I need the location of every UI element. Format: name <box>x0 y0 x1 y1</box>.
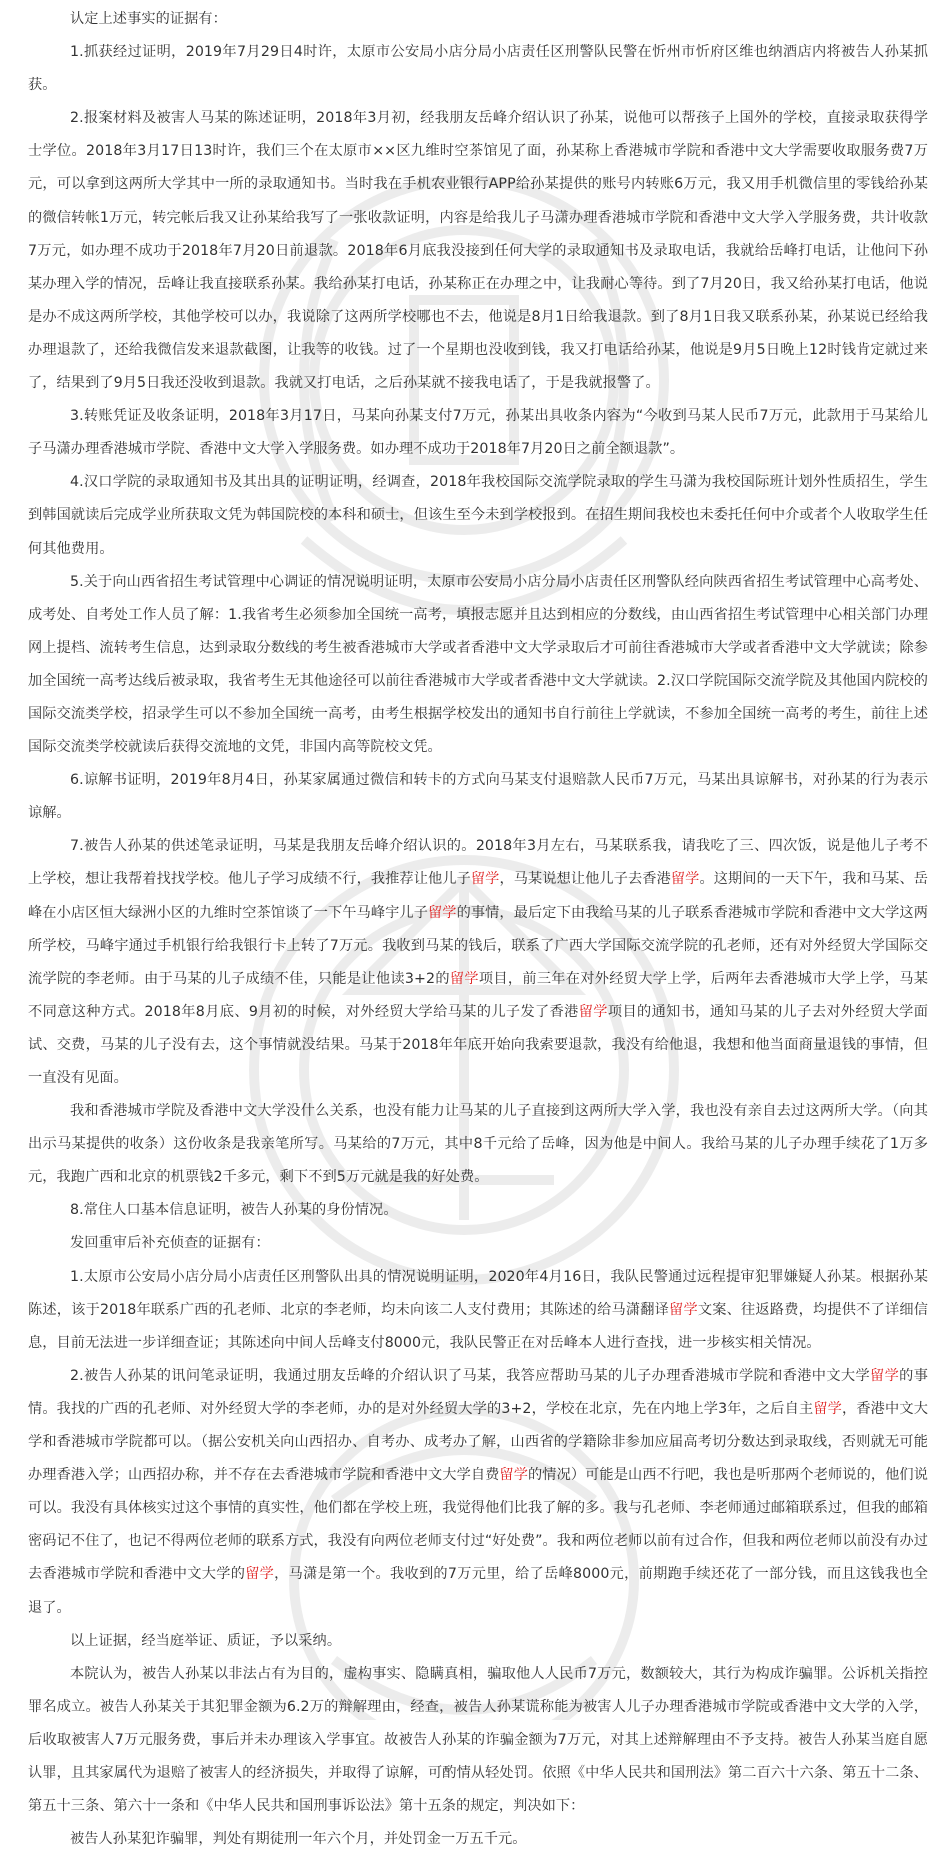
paragraph <box>28 1194 928 1227</box>
paragraph <box>28 466 928 565</box>
highlighted-keyword: 留学 <box>870 1367 900 1384</box>
paragraph-text: 认定上述事实的证据有： <box>70 11 227 27</box>
highlighted-keyword: 留学 <box>813 1400 842 1417</box>
paragraph <box>28 36 928 102</box>
paragraph-text: 被告人孙某犯诈骗罪，判处有期徒刑一年六个月，并处罚金一万五千元。 <box>70 1831 527 1848</box>
paragraph <box>28 1823 928 1856</box>
paragraph-text: 5.关于向山西省招生考试管理中心调证的情况说明证明，太原市公安局小店分局小店责任区刑警队经向陕西省招生考试管理中心高考处、成考处、自考处工作人员了解：1.我省考生必须参加全国统一高考，填报志愿并且达到相应的分数线，由山西省招生考试管理中心相关部门办理网上提档、流转考生信息，达到录取分数线的考生被香港城市大学或者香港中文大学录取后才可前往香港城市大学或者香港中文大学就读；除参加全国统一高考达线后被录取，我省考生无其他途径可以前往香港城市大学或者香港中文大学就读。2.汉口学院国际交流学院及其他国内院校的国际交流类学校，招录学生可以不参加全国统一高考，由考生根据学校发出的通知书自行前往上学就读，不参加全国统一高考的考生，前往上述国际交流类学校就读后获得交流地的文凭，非国内高等院校文凭。 <box>28 573 928 756</box>
paragraph-text: 项目的通知书，通知马某的儿子去对外经贸大学面试、交费，马某的儿子没有去，这个事情就没结果。马某于2018年年底开始向我索要退款，我没有给他退，我想和他当面商量退钱的事情，但一直没有见面。 <box>28 1003 928 1086</box>
paragraph-text: 的事情，最后定下由我给马某的儿子联系香港城市学院和香港中文大学这两所学校，马峰宇通过手机银行给我银行卡上转了7万元。我收到马某的钱后，联系了广西大学国际交流学院的孔老师，还有对外经贸大学国际交流学院的李老师。由于马某的儿子成绩不佳，只能是让他读3+2的 <box>28 904 928 987</box>
judgment-document-body <box>28 0 928 1856</box>
paragraph <box>28 1227 928 1260</box>
highlighted-keyword: 留学 <box>245 1566 275 1583</box>
paragraph-text: 2.报案材料及被害人马某的陈述证明，2018年3月初，经我朋友岳峰介绍认识了孙某，说他可以帮孩子上国外的学校，直接录取获得学士学位。2018年3月17日13时许，我们三个在太原市××区九维时空茶馆见了面，孙某称上香港城市学院和香港中文大学需要收取服务费7万元，可以拿到这两所大学其中一所的录取通知书。当时我在手机农业银行APP给孙某提供的账号内转账6万元，我又用手机微信里的零钱给孙某的微信转帐1万元，转完帐后我又让孙某给我写了一张收款证明，内容是给我儿子马潇办理香港城市学院和香港中文大学入学服务费，共计收款7万元，如办理不成功于2018年7月20日前退款。2018年6月底我没接到任何大学的录取通知书及录取电话，我就给岳峰打电话，让他问下孙某办理入学的情况，岳峰让我直接联系孙某。我给孙某打电话，孙某称正在办理之中，让我耐心等待。到了7月20日，我又给孙某打电话，他说是办不成这两所学校，其他学校可以办，我说除了这两所学校哪也不去，他说是8月1日给我退款。到了8月1日我又联系孙某，孙某说已经给我办理退款了，还给我微信发来退款截图，让我等的收钱。过了一个星期也没收到钱，我又打电话给孙某，他说是9月5日晚上12时钱肯定就过来了，结果到了9月5日我还没收到退款。我就又打电话，之后孙某就不接我电话了，于是我就报警了。 <box>28 110 928 392</box>
paragraph-text: 的情况）可能是山西不行吧，我也是听那两个老师说的，他们说可以。我没有具体核实过这个事情的真实性，他们都在学校上班，我觉得他们比我了解的多。我与孔老师、李老师通过邮箱联系过，但我的邮箱密码记不住了，也记不得两位老师的联系方式，我没有向两位老师支付过“好处费”。我和两位老师以前有过合作，但我和两位老师以前没有办过去香港城市学院和香港中文大学的 <box>28 1467 928 1583</box>
paragraph-text: ，马某说想让他儿子去香港 <box>499 871 671 888</box>
paragraph <box>28 1658 928 1823</box>
highlighted-keyword: 留学 <box>449 970 479 987</box>
paragraph <box>28 1625 928 1658</box>
paragraph-text: 4.汉口学院的录取通知书及其出具的证明证明，经调查，2018年我校国际交流学院录取的学生马潇为我校国际班计划外性质招生，学生到韩国就读后完成学业所获取文凭为韩国院校的本科和硕士，但该生至今未到学校报到。在招生期间我校也未委托任何中介或者个人收取学生任何其他费用。 <box>28 474 928 557</box>
paragraph-text: 本院认为，被告人孙某以非法占有为目的，虚构事实、隐瞒真相，骗取他人人民币7万元，数额较大，其行为构成诈骗罪。公诉机关指控罪名成立。被告人孙某关于其犯罪金额为6.2万的辩解理由，经查，被告人孙某谎称能为被害人儿子办理香港城市学院或香港中文大学的入学，后收取被害人7万元服务费，事后并未办理该入学事宜。故被告人孙某的诈骗金额为7万元，对其上述辩解理由不予支持。被告人孙某当庭自愿认罪，且其家属代为退赔了被害人的经济损失，并取得了谅解，可酌情从轻处罚。依照《中华人民共和国刑法》第二百六十六条、第五十二条、第五十三条、第六十一条和《中华人民共和国刑事诉讼法》第十五条的规定，判决如下： <box>28 1665 928 1815</box>
paragraph <box>28 764 928 830</box>
paragraph <box>28 1261 928 1360</box>
highlighted-keyword: 留学 <box>470 871 500 888</box>
paragraph-text: 发回重审后补充侦查的证据有： <box>70 1235 270 1252</box>
paragraph-text: 。这期间的一天下午，我和马某、岳峰在小店区恒大绿洲小区的九维时空茶馆谈了一下午马峰宇儿子 <box>28 871 929 921</box>
paragraph-text: 7.被告人孙某的供述笔录证明，马某是我朋友岳峰介绍认识的。2018年3月左右，马某联系我，请我吃了三、四次饭，说是他儿子考不上学校，想让我帮着找找学校。他儿子学习成绩不行，我推荐让他儿子 <box>28 838 928 888</box>
paragraph-text: 8.常住人口基本信息证明，被告人孙某的身份情况。 <box>70 1202 398 1219</box>
paragraph <box>28 1360 928 1625</box>
paragraph-text: 1.太原市公安局小店分局小店责任区刑警队出具的情况说明证明，2020年4月16日，我队民警通过远程提审犯罪嫌疑人孙某。根据孙某陈述，该于2018年联系广西的孔老师、北京的李老师，均未向该二人支付费用；其陈述的给马潇翻译 <box>28 1268 928 1318</box>
paragraph-text: ，马潇是第一个。我收到的7万元里，给了岳峰8000元，前期跑手续还花了一部分钱，而且这钱我也全退了。 <box>28 1566 928 1616</box>
paragraph-text: 6.谅解书证明，2019年8月4日，孙某家属通过微信和转卡的方式向马某支付退赔款人民币7万元，马某出具谅解书，对孙某的行为表示谅解。 <box>28 772 928 822</box>
paragraph <box>28 1095 928 1194</box>
paragraph <box>28 566 928 765</box>
paragraph-text: 1.抓获经过证明，2019年7月29日4时许，太原市公安局小店分局小店责任区刑警队民警在忻州市忻府区维也纳酒店内将被告人孙某抓获。 <box>28 44 928 94</box>
paragraph-text: 项目，前三年在对外经贸大学上学，后两年去香港城市大学上学，马某不同意这种方式。2018年8月底、9月初的时候，对外经贸大学给马某的儿子发了香港 <box>28 970 928 1020</box>
highlighted-keyword: 留学 <box>499 1467 528 1484</box>
highlighted-keyword: 留学 <box>428 904 457 921</box>
paragraph <box>28 3 928 36</box>
highlighted-keyword: 留学 <box>669 1301 698 1318</box>
paragraph <box>28 400 928 466</box>
paragraph-text: ，香港中文大学和香港城市学院都可以。（据公安机关向山西招办、自考办、成考办了解，山西省的学籍除非参加应届高考切分数达到录取线，否则就无可能办理香港入学；山西招办称，并不存在去香港城市学院和香港中文大学自费 <box>28 1400 928 1484</box>
highlighted-keyword: 留学 <box>578 1003 608 1020</box>
highlighted-keyword: 留学 <box>670 871 700 888</box>
paragraph-text: 文案、往返路费，均提供不了详细信息，目前无法进一步详细查证；其陈述向中间人岳峰支付8000元，我队民警正在对岳峰本人进行查找，进一步核实相关情况。 <box>28 1301 928 1351</box>
paragraph-text: 3.转账凭证及收条证明，2018年3月17日，马某向孙某支付7万元，孙某出具收条内容为“今收到马某人民币7万元，此款用于马某给儿子马潇办理香港城市学院、香港中文大学入学服务费。如办理不成功于2018年7月20日之前全额退款”。 <box>28 408 928 458</box>
paragraph-text: 我和香港城市学院及香港中文大学没什么关系，也没有能力让马某的儿子直接到这两所大学入学，我也没有亲自去过这两所大学。（向其出示马某提供的收条）这份收条是我亲笔所写。马某给的7万元，其中8千元给了岳峰，因为他是中间人。我给马某的儿子办理手续花了1万多元，我跑广西和北京的机票钱2千多元，剩下不到5万元就是我的好处费。 <box>28 1103 928 1186</box>
paragraph-text: 的事情。我找的广西的孔老师、对外经贸大学的李老师，办的是对外经贸大学的3+2，学校在北京，先在内地上学3年，之后自主 <box>28 1367 928 1417</box>
paragraph <box>28 102 928 400</box>
paragraph <box>28 830 928 1095</box>
paragraph-text: 2.被告人孙某的讯问笔录证明，我通过朋友岳峰的介绍认识了马某，我答应帮助马某的儿子办理香港城市学院和香港中文大学 <box>70 1367 871 1384</box>
paragraph-text: 以上证据，经当庭举证、质证，予以采纳。 <box>70 1632 342 1649</box>
